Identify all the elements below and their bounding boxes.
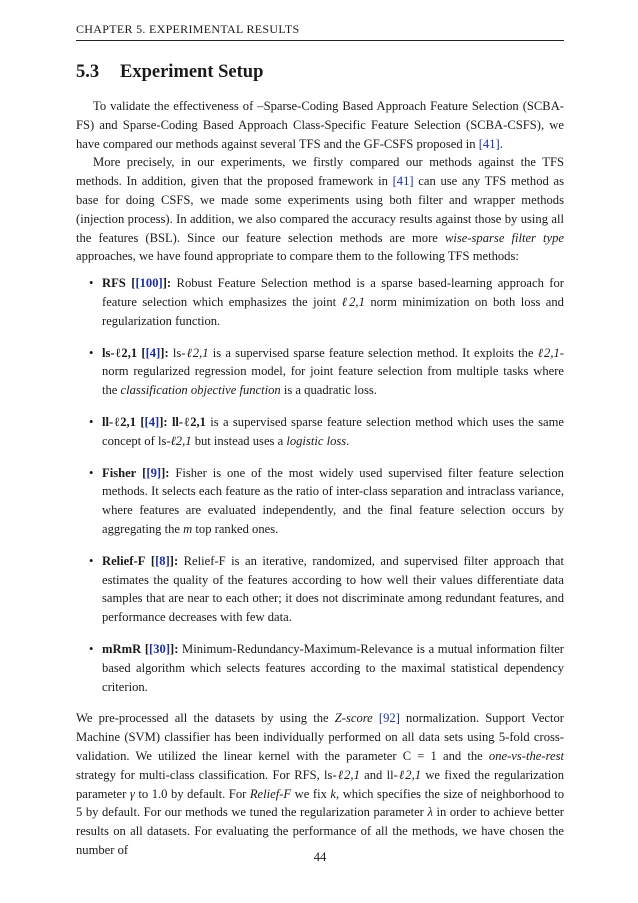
text: normalization. Support Vector Machine (SVM) classifier has been individually performed on all data sets using 5-fold cross-validation. We utilized the linear kernel with the parameter C = 1 and the [76,711,564,763]
text: . [499,136,503,151]
emphasis: Z-score [334,711,373,726]
text: Robust Feature Selection method is a sparse based-learning approach for feature selection which emphasizes the joint [102,276,564,309]
text: -norm regularized regression model, for joint feature selection from multiple tasks where the [102,345,564,398]
method-name: Fisher [102,465,137,480]
emphasis: wise-sparse filter type [444,230,564,245]
emphasis: logistic loss [286,433,347,448]
emphasis: classification objective function [120,383,281,398]
bullet-icon: • [89,414,94,429]
text: in order to achieve better results on all datasets. For evaluating the performance of all the methods, we have chosen the number of [76,805,564,857]
emphasis: one-vs-the-rest [488,748,564,763]
paragraph-setup [76,709,564,859]
page-number: 44 [313,850,327,864]
method-name-repeat: ll-ℓ2,1 [171,414,206,429]
list-item-mrmr: • mRmR [[30]]: Minimum-Redundancy-Maximum-Relevance is a mutual information filter based algorithm which selects features according to the maximal statistical dependency criterion. [89,641,564,694]
text: and ll- [359,767,398,782]
math: m [183,521,193,536]
text: We pre-processed all the datasets by using the [76,711,335,726]
citation-link[interactable]: [30] [149,641,171,656]
text: Fisher is one of the most widely used supervised filter feature selection methods. It selects each feature as the ratio of inter-class separation and intraclass variance, where features are evaluated independently, and the final feature selection occurs by aggregating the [102,465,564,536]
text: , which specifies the size of neighborhood to 5 by default. For our methods we tuned the regularization parameter [76,786,564,820]
bullet-icon: • [89,465,94,480]
math: ℓ2,1 [341,294,365,309]
math: ℓ2,1 [170,433,192,448]
list-item-ls: • ls-ℓ2,1 [[4]]: ls-ℓ2,1 is a supervised sparse feature selection method. It exploits the ℓ2,1-norm regularized regression model, for joint feature selection from multiple tasks where the classification objective function is a quadratic loss. [89,345,564,398]
math: ℓ2,1 [537,345,560,360]
paragraph-methods-intro [76,153,564,266]
method-list [76,274,564,696]
method-name: mRmR [102,641,142,656]
math: ℓ2,1 [336,767,360,782]
bullet-icon: • [89,641,94,656]
citation-link[interactable]: [4] [144,414,160,429]
method-name: RFS [102,276,126,291]
bullet-icon: • [89,276,94,291]
text: is a supervised sparse feature selection method which uses the same concept of ls- [102,414,564,448]
citation-link[interactable]: [41] [478,136,500,151]
math: k [330,786,337,801]
text: is a quadratic loss. [280,383,377,398]
section-title: Experiment Setup [120,62,264,82]
citation-link[interactable]: [4] [145,345,161,360]
text: ls- [168,345,186,360]
list-item-fisher: • Fisher [[9]]: Fisher is one of the most widely used supervised filter feature selection methods. It selects each feature as the ratio of inter-class separation and intraclass variance, where features are evaluated independently, and the final feature selection occurs by aggregating the m top ranked ones. [89,465,564,536]
citation-link[interactable]: [9] [146,465,162,480]
text: is a supervised sparse feature selection method. It exploits the [208,345,538,360]
list-item-rfs: • RFS [[100]]: Robust Feature Selection method is a sparse based-learning approach for feature selection which emphasizes the joint ℓ2,1 norm minimization on both loss and regularization function. [89,276,564,328]
citation-link[interactable]: [92] [378,711,400,726]
math: ℓ2,1 [397,767,422,782]
text: but instead uses a [191,433,287,448]
text: approaches, we have found appropriate to compare them to the following TFS methods: [76,249,519,264]
document-page [76,0,564,903]
text: can use any TFS method as base for doing CSFS, we made some experiments using both filter and wrapper methods (injection process). In addition, we also compared the accuracy results against those by using all the features (BSL). Since our feature selection methods are more [76,174,564,245]
text: we fixed the regularization parameter [76,767,564,801]
citation-link[interactable]: [8] [155,553,170,568]
text: Relief-F is an iterative, randomized, and supervised filter approach that estimates the quality of the features according to how well their values differentiate data samples that are near to each other; it does not discriminate among redundant features, and performance decreases with few data. [102,553,564,625]
method-name: ll-ℓ2,1 [102,414,136,429]
text: top ranked ones. [192,521,279,536]
text: strategy for multi-class classification. For RFS, ls- [76,767,337,782]
citation-link[interactable]: [41] [392,174,414,189]
citation-link[interactable]: [100] [135,276,163,291]
running-head: CHAPTER 5. EXPERIMENTAL RESULTS [76,22,564,41]
text: Minimum-Redundancy-Maximum-Relevance is a mutual information filter based algorithm which selects features according to the maximal statistical dependency criterion. [102,641,564,694]
list-item-ll: • ll-ℓ2,1 [[4]]: ll-ℓ2,1 is a supervised sparse feature selection method which uses the same concept of ls-ℓ2,1 but instead uses a logistic loss. [89,414,564,448]
text: we fix [291,786,331,801]
method-name: ls-ℓ2,1 [102,345,138,360]
section-number: 5.3 [76,62,100,82]
method-name: Relief-F [102,553,146,568]
bullet-icon: • [89,553,94,568]
text: To validate the effectiveness of –Sparse-Coding Based Approach Feature Selection (SCBA-FS) and Sparse-Coding Based Approach Class-Specific Feature Selection (SCBA-CSFS), we have compared our methods against several TFS and the GF-CSFS proposed in [76,99,564,151]
math: λ [427,805,433,820]
text: to 1.0 by default. For [134,786,250,801]
math: γ [129,786,135,801]
math: ℓ2,1 [185,345,209,360]
body-text [76,97,564,860]
paragraph-intro [76,97,564,153]
text: . [346,433,350,448]
section-heading [76,62,263,83]
emphasis: Relief-F [249,786,292,801]
list-item-relief: • Relief-F [[8]]: Relief-F is an iterative, randomized, and supervised filter approach that estimates the quality of the features according to how well their values differentiate data samples that are near to each other; it does not discriminate among redundant features, and performance decreases with few data. [89,553,564,625]
text: norm minimization on both loss and regularization function. [102,294,564,328]
text: More precisely, in our experiments, we firstly compared our methods against the TFS methods. In addition, given that the proposed framework in [76,155,564,189]
bullet-icon: • [89,345,94,360]
